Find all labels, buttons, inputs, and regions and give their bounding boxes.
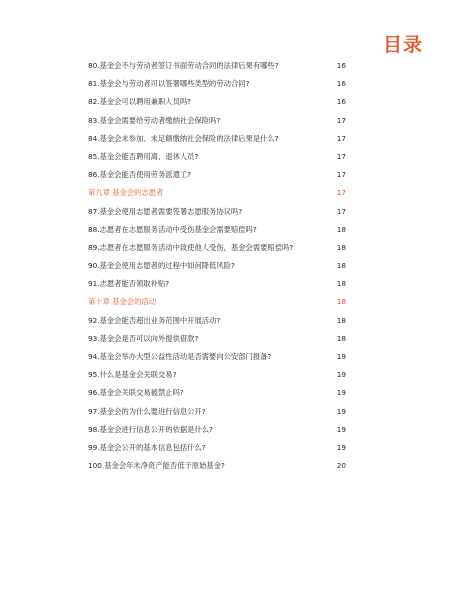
chapter-title: 第十章 基金会的活动 [88, 297, 156, 307]
toc-page-number: 16 [336, 97, 346, 107]
toc-entry[interactable] [88, 312, 356, 330]
toc-page-number: 18 [336, 242, 346, 252]
chapter-title: 第九章 基金会的志愿者 [88, 188, 164, 198]
toc-page-number: 19 [336, 424, 346, 434]
toc-entry[interactable] [88, 348, 356, 366]
toc-entry[interactable] [88, 439, 356, 457]
toc-entry[interactable] [88, 275, 356, 293]
toc-entry[interactable] [88, 330, 356, 348]
toc-page-number: 17 [336, 170, 346, 180]
toc-entry-text: 86.基金会能否使用劳务派遣工? [88, 170, 192, 180]
toc-page-number: 18 [336, 315, 346, 325]
toc-entry-text: 87.基金会使用志愿者需要签署志愿服务协议吗? [88, 206, 243, 216]
toc-entry[interactable] [88, 57, 356, 75]
toc-chapter-heading [88, 184, 356, 202]
toc-page-number: 18 [336, 261, 346, 271]
toc-entry-text: 80.基金会不与劳动者签订书面劳动合同的法律后果有哪些? [88, 61, 279, 70]
toc-page-number: 17 [336, 206, 346, 216]
toc-entry[interactable] [88, 403, 356, 421]
toc-entry-text: 98.基金会进行信息公开的依据是什么? [88, 424, 213, 434]
toc-page-number: 18 [336, 297, 346, 307]
toc-entry-text: 90.基金会使用志愿者的过程中如何降低风险? [88, 261, 235, 271]
toc-page-number: 19 [336, 370, 346, 380]
toc-entry[interactable] [88, 221, 356, 239]
toc-entry[interactable] [88, 421, 356, 439]
toc-entry-text: 95.什么是基金会关联交易? [88, 370, 177, 380]
table-of-contents [88, 57, 356, 475]
toc-page-number: 20 [336, 461, 346, 471]
toc-entry[interactable] [88, 75, 356, 93]
toc-entry[interactable] [88, 130, 356, 148]
toc-page-number: 16 [336, 61, 346, 70]
toc-entry-text: 82.基金会可以聘用兼职人员吗? [88, 97, 192, 107]
toc-entry-text: 99.基金会公开的基本信息包括什么? [88, 442, 206, 452]
toc-page-number: 19 [336, 406, 346, 416]
toc-entry[interactable] [88, 366, 356, 384]
toc-entry-text: 94.基金会举办大型公益性活动是否需要向公安部门报备? [88, 352, 272, 361]
toc-chapter-heading [88, 293, 356, 311]
toc-entry[interactable] [88, 112, 356, 130]
toc-entry-text: 83.基金会需要给劳动者缴纳社会保险吗? [88, 115, 221, 125]
toc-entry[interactable] [88, 384, 356, 402]
toc-entry[interactable] [88, 457, 356, 475]
toc-page-number: 19 [336, 442, 346, 452]
toc-page-number: 17 [336, 151, 346, 161]
toc-entry-text: 89.志愿者在志愿服务活动中致使他人受伤，基金会需要赔偿吗? [88, 242, 294, 252]
toc-page-number: 18 [336, 333, 346, 343]
toc-entry-text: 92.基金会能否超出业务范围中开展活动? [88, 315, 221, 325]
toc-page-number: 17 [336, 115, 346, 125]
toc-entry-text: 97.基金会的为什么要进行信息公开? [88, 406, 206, 416]
toc-entry-text: 84.基金会未参加、未足额缴纳社会保险的法律后果是什么? [88, 133, 279, 143]
toc-entry-text: 81.基金会与劳动者可以签署哪些类型的劳动合同? [88, 79, 250, 89]
toc-page-number: 16 [336, 79, 346, 89]
toc-entry-text: 85.基金会能否聘用离、退休人员? [88, 151, 199, 161]
toc-entry[interactable] [88, 93, 356, 111]
toc-entry-text: 91.志愿者能否领取补贴? [88, 279, 170, 289]
toc-page-number: 17 [336, 133, 346, 143]
toc-entry[interactable] [88, 203, 356, 221]
toc-entry-text: 93.基金会是否可以向外提供借款? [88, 333, 199, 343]
toc-entry[interactable] [88, 148, 356, 166]
page-title: 目录 [382, 34, 423, 56]
toc-entry[interactable] [88, 257, 356, 275]
toc-page-number: 19 [336, 352, 346, 361]
toc-entry-text: 96.基金会关联交易被禁止吗? [88, 388, 184, 398]
toc-entry-text: 88.志愿者在志愿服务活动中受伤基金会需要赔偿吗? [88, 224, 257, 234]
toc-page-number: 18 [336, 279, 346, 289]
toc-page-number: 19 [336, 388, 346, 398]
toc-page-number: 18 [336, 224, 346, 234]
toc-entry-text: 100.基金会年末净资产能否低于原始基金? [88, 461, 225, 471]
toc-entry[interactable] [88, 239, 356, 257]
toc-page-number: 17 [336, 188, 346, 198]
toc-entry[interactable] [88, 166, 356, 184]
